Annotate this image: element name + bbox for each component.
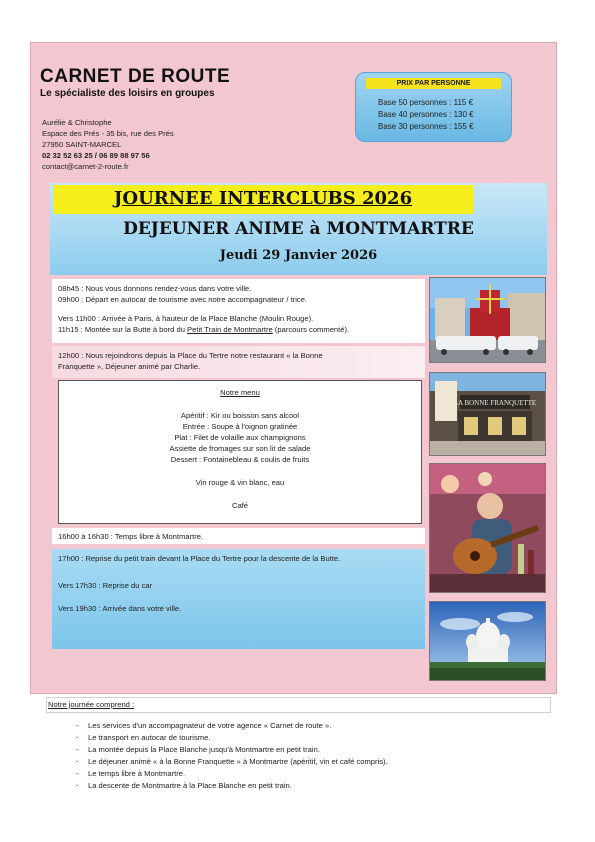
schedule-line: 16h00 à 16h30 : Temps libre à Montmartre. [58, 532, 204, 541]
contact-block [42, 117, 174, 172]
menu-item: Entrée : Soupe à l'oignon gratinée [182, 422, 298, 431]
menu-item: Apéritif : Kir ou boisson sans alcool [180, 411, 300, 420]
schedule-text: 11h15 : Montée sur la Butte à bord du [58, 325, 188, 334]
schedule-lunch [52, 346, 425, 378]
schedule-text: (parcours commenté). [272, 325, 350, 334]
petit-train-text: Petit Train de Montmartre [187, 325, 273, 334]
schedule-free-time [52, 528, 425, 544]
menu-item: Plat : Filet de volaille aux champignons [174, 433, 306, 442]
event-date: Jeudi 29 Janvier 2026 [219, 248, 378, 263]
included-list [76, 720, 388, 792]
contact-email: contact@carnet-2-route.fr [42, 162, 129, 171]
schedule-line: Vers 11h00 : Arrivée à Paris, à hauteur de la Place Blanche (Moulin Rouge). [58, 314, 314, 323]
contact-address: Espace des Prés - 35 bis, rue des Prés [42, 129, 174, 138]
schedule-line: Vers 19h30 : Arrivée dans votre ville. [58, 604, 182, 613]
schedule-morning [52, 279, 425, 343]
menu-box [58, 380, 422, 524]
sacre-coeur-photo [429, 601, 546, 681]
schedule-line: 09h00 : Départ en autocar de tourisme avec notre accompagnateur / trice. [58, 295, 308, 304]
menu-heading: Notre menu [220, 388, 260, 397]
menu-coffee: Café [231, 501, 249, 510]
brand-tagline: Le spécialiste des loisirs en groupes [40, 88, 215, 99]
list-item: - La montée depuis la Place Blanche jusqu'à Montmartre en petit train. [76, 745, 320, 754]
price-box [355, 72, 512, 142]
schedule-afternoon [52, 549, 425, 649]
event-title: JOURNEE INTERCLUBS 2026 [113, 188, 413, 209]
schedule-line: 08h45 : Nous vous donnons rendez-vous dans votre ville. [58, 284, 252, 293]
guitarist-restaurant-photo [429, 463, 546, 593]
list-item-text: Le transport en autocar de tourisme. [88, 733, 211, 742]
restaurant-sign: LA BONNE FRANQUETTE [453, 399, 537, 407]
schedule-line: 12h00 : Nous rejoindrons depuis la Place du Tertre notre restaurant « la Bonne [58, 351, 323, 360]
moulin-rouge-petit-train-photo [429, 277, 546, 363]
price-line: Base 40 personnes : 130 € [378, 110, 474, 119]
list-item-text: Les services d'un accompagnateur de votre agence « Carnet de route ». [88, 721, 332, 730]
contact-names: Aurélie & Christophe [42, 118, 112, 127]
price-heading: PRIX PAR PERSONNE [366, 78, 501, 89]
price-line: Base 30 personnes : 155 € [378, 122, 474, 131]
list-item: - Le transport en autocar de tourisme. [76, 733, 211, 742]
price-lines [378, 97, 474, 133]
list-item-text: Le temps libre à Montmartre. [88, 769, 186, 778]
list-item: - Les services d'un accompagnateur de votre agence « Carnet de route ». [76, 721, 332, 730]
menu-item: Assiette de fromages sur son lit de salade [169, 444, 311, 453]
event-subtitle: DEJEUNER ANIME à MONTMARTRE [123, 219, 474, 239]
list-item: - La descente de Montmartre à la Place Blanche en petit train. [76, 781, 292, 790]
contact-phone: 02 32 52 63 25 / 06 89 88 97 56 [42, 151, 150, 160]
list-item-text: Le déjeuner animé « à la Bonne Franquette » à Montmartre (apéritif, vin et café compris). [88, 757, 388, 766]
schedule-line: 17h00 : Reprise du petit train devant la Place du Tertre pour la descente de la Butte. [58, 554, 341, 563]
list-item: - Le temps libre à Montmartre. [76, 769, 186, 778]
included-heading: Notre journée comprend : [48, 700, 135, 709]
menu-drinks: Vin rouge & vin blanc, eau [195, 478, 285, 487]
schedule-line: Vers 17h30 : Reprise du car [58, 581, 153, 590]
schedule-line [58, 324, 425, 335]
list-item-text: La descente de Montmartre à la Place Blanche en petit train. [88, 781, 292, 790]
price-line: Base 50 personnes : 115 € [378, 98, 474, 107]
schedule-line: Franquette », Déjeuner animé par Charlie. [58, 362, 201, 371]
brand-title: CARNET DE ROUTE [40, 66, 231, 87]
contact-city: 27950 SAINT-MARCEL [42, 140, 122, 149]
menu-item: Dessert : Fontainebleau & coulis de fruits [170, 455, 310, 464]
list-item: - Le déjeuner animé « à la Bonne Franquette » à Montmartre (apéritif, vin et café compris). [76, 757, 388, 766]
la-bonne-franquette-restaurant-photo [429, 372, 546, 456]
list-item-text: La montée depuis la Place Blanche jusqu'à Montmartre en petit train. [88, 745, 320, 754]
